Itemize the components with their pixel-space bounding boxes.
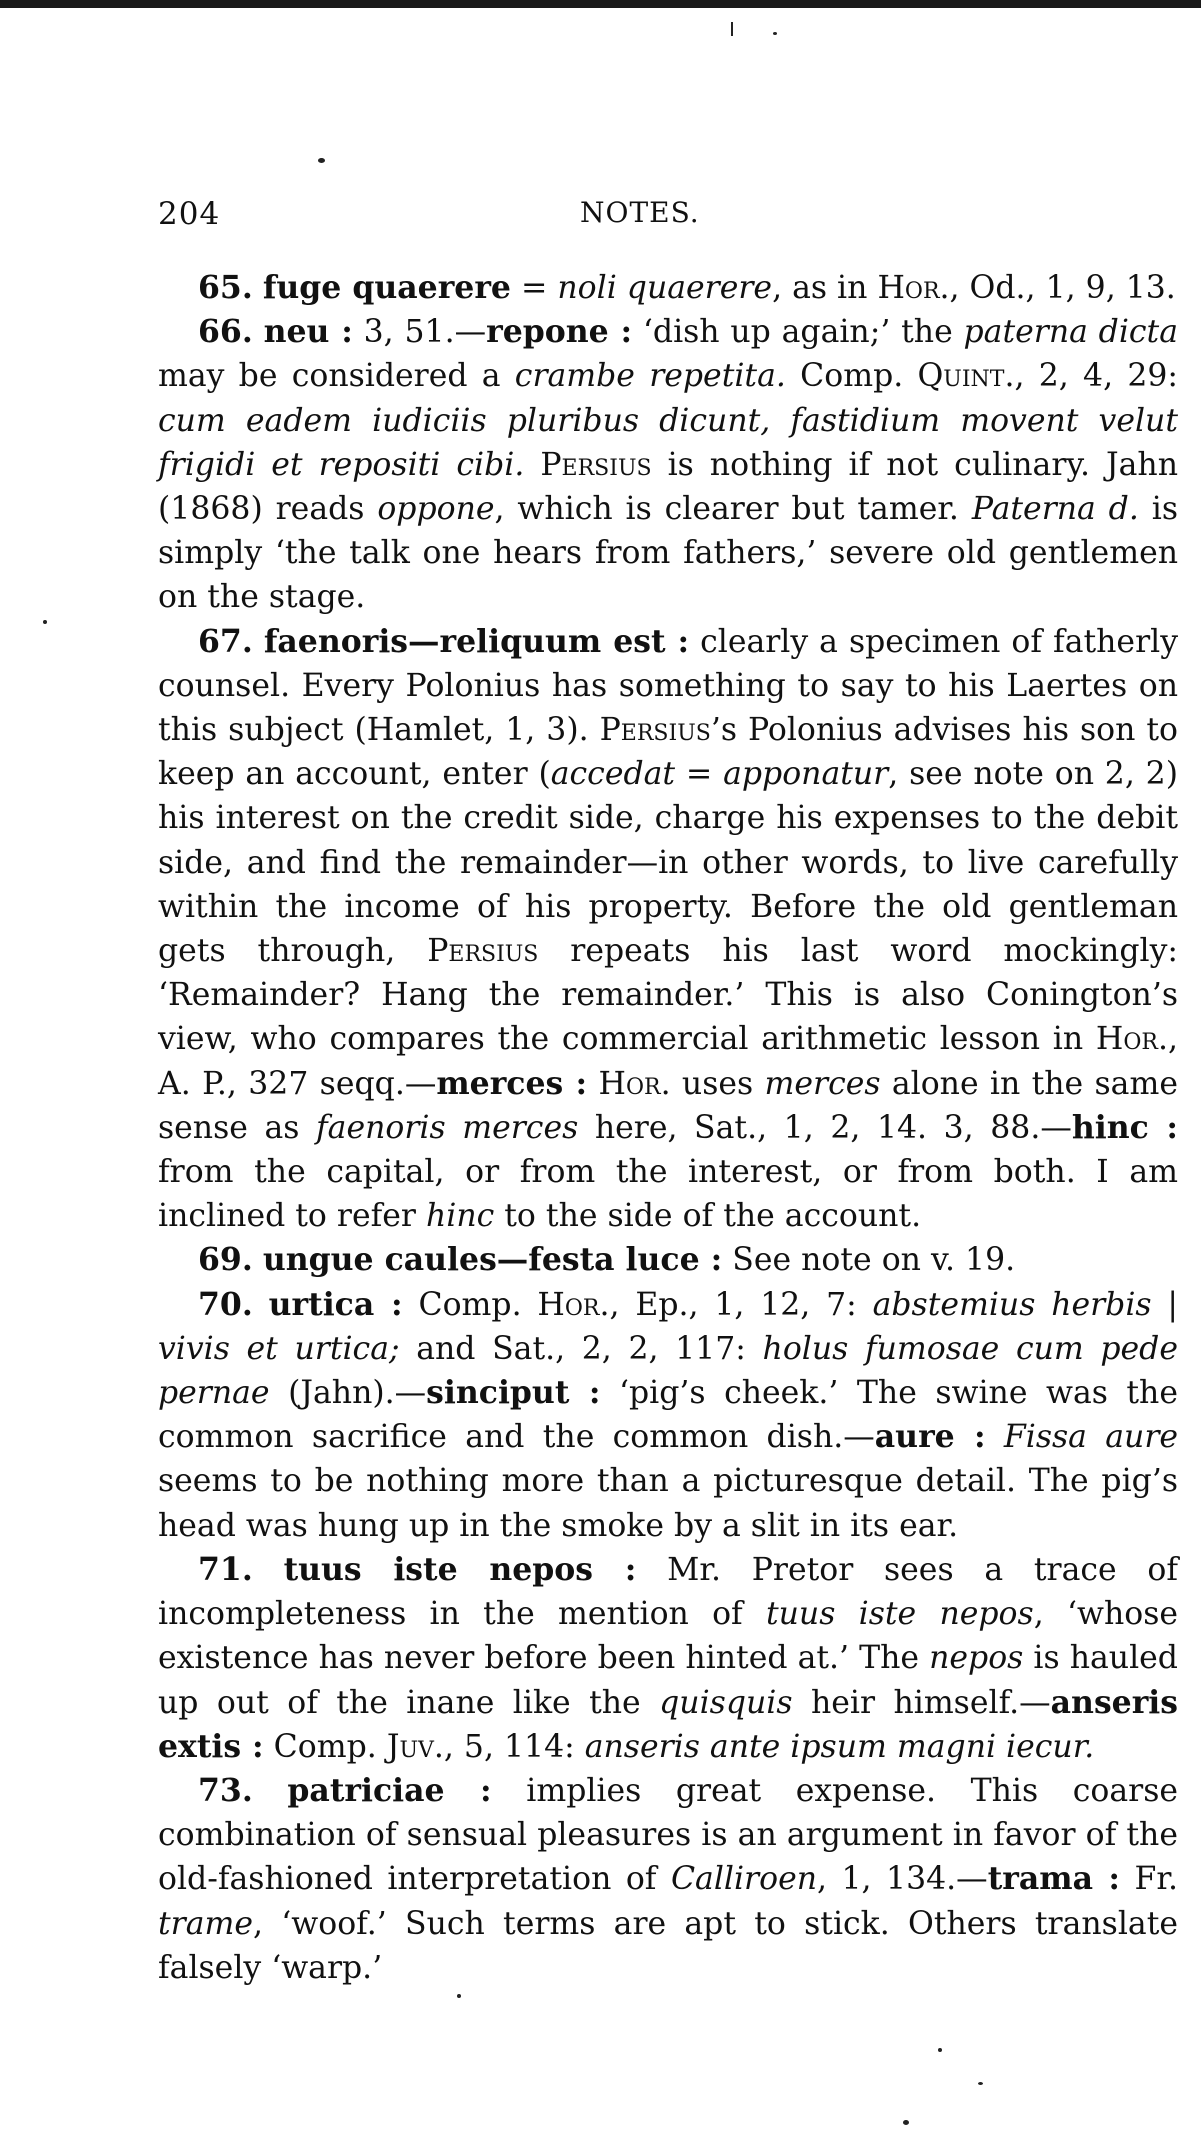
lemma: merces :: [436, 1064, 588, 1102]
italic-text: crambe repetita.: [514, 358, 786, 395]
page-top-rule: [0, 0, 1201, 8]
note-number: 66.: [198, 313, 253, 351]
italic-text: trame: [158, 1905, 254, 1942]
note-text: clearly a specimen of fatherly counsel. Every Polonius has something to say to his Laertes on this subject (Hamlet, 1, 3).: [158, 623, 1178, 749]
lemma: aure :: [874, 1418, 986, 1456]
note-text: , A. P., 327 seqq.—: [158, 1021, 1178, 1102]
note-text: [587, 1066, 598, 1102]
note-text: [253, 314, 264, 350]
lemma: urtica :: [268, 1285, 403, 1323]
note-text: [253, 1552, 284, 1588]
note-text: [253, 1287, 269, 1323]
lemma: ungue caules—festa luce :: [262, 1241, 723, 1279]
lemma: anseris extis :: [158, 1683, 1179, 1765]
scan-speck: [978, 2082, 983, 2085]
scan-speck: [938, 2048, 942, 2052]
lemma: neu :: [263, 313, 353, 351]
note-text: Comp.: [402, 1286, 538, 1323]
note-text: =: [510, 270, 558, 306]
note-text: alone in the same sense as: [158, 1065, 1178, 1146]
italic-text: hinc: [425, 1198, 495, 1235]
note-text: and Sat., 2, 2, 117:: [399, 1330, 763, 1367]
author-name: Hor.: [598, 1065, 671, 1102]
note-text: repeats his last word mockingly: ‘Remainder? Hang the remainder.’ This is also Conington’s view, who compares the commercial arithmetic lesson in: [158, 933, 1178, 1058]
scan-speck: [773, 32, 777, 35]
note-text: , Od., 1, 9, 13.: [949, 270, 1176, 306]
lemma: tuus iste nepos :: [283, 1550, 637, 1588]
lemma: trama :: [987, 1860, 1121, 1898]
lemma: patriciae :: [287, 1771, 492, 1809]
note-text: implies great expense. This coarse combination of sensual pleasures is an argument in favor of the old-fashioned interpretation of: [158, 1772, 1178, 1898]
note-71: [158, 1548, 1178, 1769]
note-number: 70.: [198, 1285, 253, 1323]
author-name: Hor.: [1095, 1021, 1168, 1058]
note-text: , 2, 4, 29:: [1014, 358, 1179, 395]
note-text: [524, 447, 540, 483]
note-number: 65.: [198, 269, 253, 306]
note-text: [253, 270, 263, 306]
scan-speck: [43, 620, 47, 624]
italic-text: Paterna d.: [971, 491, 1139, 528]
note-number: 69.: [198, 1241, 253, 1279]
author-name: Persius: [427, 933, 539, 970]
italic-text: tuus iste nepos: [765, 1596, 1034, 1633]
note-text: from the capital, or from the interest, or from both. I am inclined to refer: [158, 1154, 1178, 1235]
note-text: [253, 1773, 288, 1809]
note-text: heir himself.—: [792, 1684, 1051, 1721]
italic-text: Calliroen: [670, 1861, 818, 1898]
note-text: [986, 1419, 1004, 1455]
author-name: Persius: [540, 446, 652, 483]
author-name: Persius: [599, 712, 711, 749]
italic-text: Fissa aure: [1003, 1419, 1179, 1456]
lemma: repone :: [486, 313, 633, 351]
note-70: [158, 1283, 1178, 1548]
author-name: Hor.: [877, 270, 950, 306]
italic-text: holus fumosae cum pede pernae: [158, 1330, 1178, 1412]
note-text: here, Sat., 1, 2, 14. 3, 88.—: [578, 1109, 1072, 1146]
note-text: , Ep., 1, 12, 7:: [609, 1286, 873, 1323]
page-number: 204: [158, 196, 221, 232]
note-65: [158, 266, 1178, 310]
note-73: [158, 1769, 1178, 1990]
note-text: , 1, 134.—: [817, 1861, 988, 1898]
note-text: is simply ‘the talk one hears from fathers,’ severe old gentlemen on the stage.: [158, 491, 1178, 616]
lemma: sinciput :: [426, 1374, 601, 1412]
note-number: 71.: [198, 1550, 253, 1588]
italic-text: accedat = apponatur: [550, 756, 889, 793]
italic-text: quisquis: [659, 1684, 793, 1721]
note-text: , see note on 2, 2) his interest on the credit side, charge his expenses to the debit side, and find the remainder—in other words, to live carefully within the income of his property. Before the old gentleman gets through,: [158, 756, 1179, 970]
note-text: Mr. Pretor sees a trace of incompleteness in the mention of: [158, 1551, 1179, 1633]
note-text: uses: [670, 1065, 765, 1102]
italic-text: cum eadem iudiciis pluribus dicunt, fastidium movent velut frigidi et repositi cibi.: [158, 402, 1178, 483]
note-number: 73.: [198, 1771, 253, 1809]
scan-speck: [903, 2120, 909, 2125]
note-text: 3, 51.—: [352, 314, 487, 351]
note-text: may be considered a: [158, 358, 515, 395]
note-text: to the side of the account.: [494, 1198, 922, 1235]
note-text: Fr.: [1120, 1861, 1178, 1898]
italic-text: merces: [764, 1065, 881, 1102]
note-text: , which is clearer but tamer.: [494, 491, 972, 528]
note-text: is hauled up out of the inane like the: [158, 1640, 1178, 1721]
note-text: is nothing if not culinary. Jahn (1868) reads: [158, 446, 1178, 528]
italic-text: paterna dicta: [963, 314, 1178, 351]
note-number: 67.: [198, 622, 253, 660]
note-text: Comp.: [785, 358, 918, 395]
note-67: [158, 620, 1178, 1239]
note-text: , ‘whose existence has never before been hinted at.’ The: [158, 1596, 1179, 1677]
scan-speck: [318, 158, 325, 163]
author-name: Quint.: [917, 358, 1015, 395]
italic-text: anseris ante ipsum magni iecur.: [584, 1728, 1095, 1765]
note-text: ‘dish up again;’ the: [632, 314, 964, 351]
italic-text: faenoris merces: [316, 1109, 579, 1146]
italic-text: oppone: [377, 491, 495, 528]
author-name: Juv.: [386, 1728, 444, 1765]
note-text: , 5, 114:: [443, 1728, 585, 1765]
lemma: fuge quaerere: [262, 269, 511, 306]
running-head: NOTES.: [580, 196, 700, 229]
note-text: (Jahn).—: [269, 1375, 427, 1412]
italic-text: nepos: [929, 1640, 1024, 1677]
italic-text: abstemius herbis | vivis et urtica;: [158, 1286, 1179, 1367]
note-69: [158, 1238, 1178, 1282]
lemma: hinc :: [1071, 1108, 1178, 1146]
author-name: Hor.: [537, 1286, 610, 1323]
scan-speck: [731, 22, 733, 36]
note-text: seems to be nothing more than a picturesque detail. The pig’s head was hung up in the smoke by a slit in its ear.: [158, 1463, 1178, 1544]
note-text: Comp.: [263, 1728, 387, 1765]
note-text: See note on v. 19.: [722, 1242, 1016, 1279]
notes-body: [158, 266, 1178, 1990]
note-text: , as in: [772, 270, 878, 306]
note-text: [253, 624, 264, 660]
scan-speck: [457, 1994, 461, 1998]
lemma: faenoris—reliquum est :: [263, 622, 690, 660]
note-text: ’s Polonius advises his son to keep an account, enter (: [158, 712, 1178, 793]
note-66: [158, 310, 1178, 619]
note-text: , ‘woof.’ Such terms are apt to stick. Others translate falsely ‘warp.’: [158, 1905, 1178, 1986]
italic-text: noli quaerere: [557, 270, 773, 306]
note-text: [253, 1242, 263, 1278]
note-text: ‘pig’s cheek.’ The swine was the common sacrifice and the common dish.—: [158, 1375, 1178, 1456]
